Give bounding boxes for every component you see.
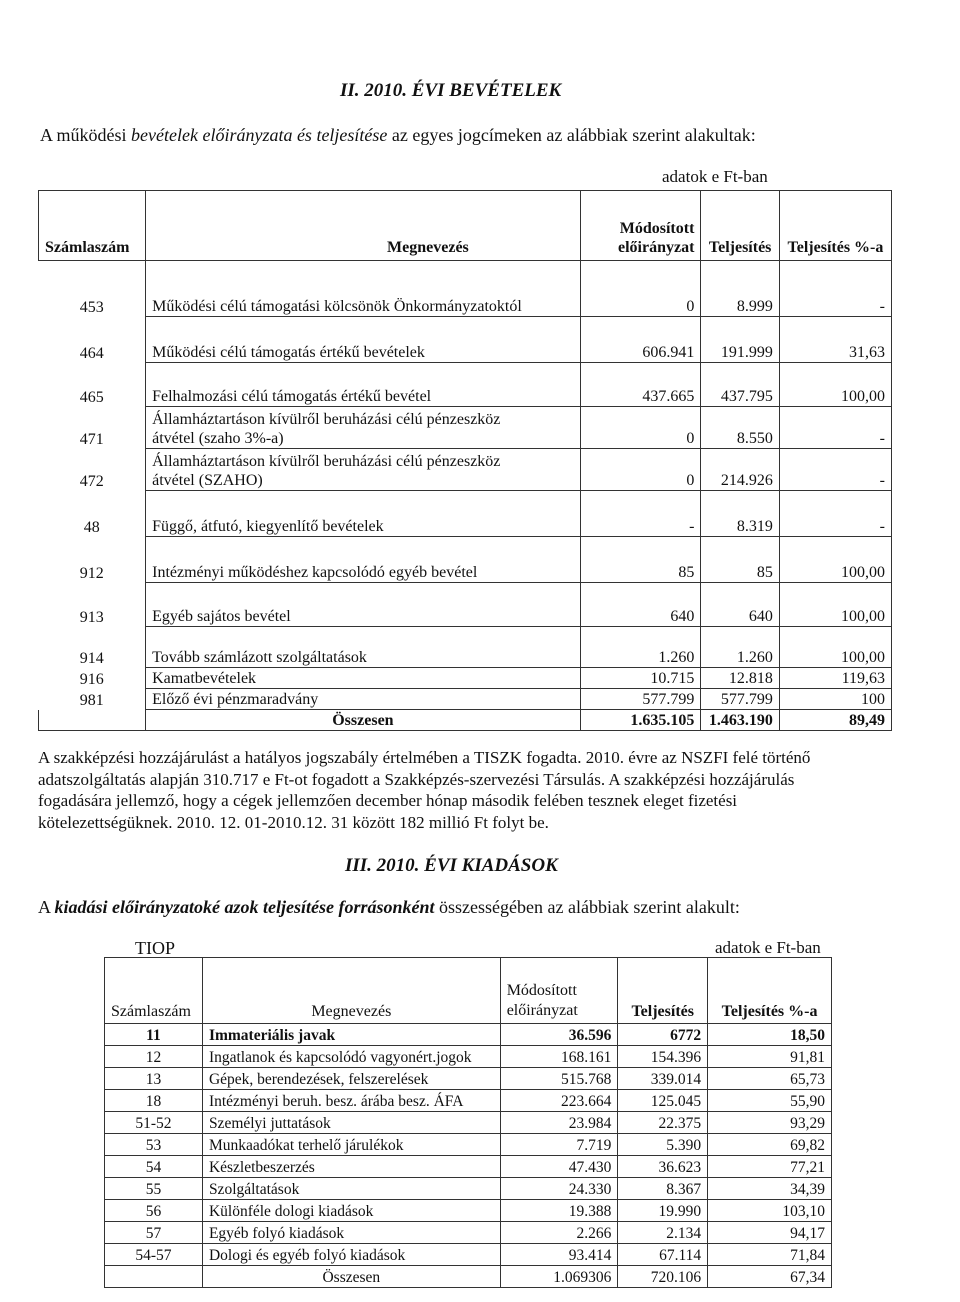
table-row <box>39 627 892 668</box>
row-name: Munkaadókat terhelő járulékok <box>202 1134 500 1156</box>
row-plan: 515.768 <box>500 1068 618 1090</box>
header-name-label: Megnevezés <box>387 239 469 256</box>
row-actual: 191.999 <box>701 317 780 363</box>
row-plan: 223.664 <box>500 1090 618 1112</box>
szakkepzes-paragraph <box>38 747 810 833</box>
intro-text-plain: az egyes jogcímeken az alábbiak szerint alakultak: <box>387 125 756 145</box>
row-name: Immateriális javak <box>202 1024 500 1046</box>
section-3-title: III. 2010. ÉVI KIADÁSOK <box>345 855 558 876</box>
row-plan: 437.665 <box>580 363 701 407</box>
row-code: 914 <box>39 627 146 668</box>
row-plan: 168.161 <box>500 1046 618 1068</box>
row-plan: 7.719 <box>500 1134 618 1156</box>
table-row <box>39 449 892 491</box>
total-actual: 1.463.190 <box>701 710 780 731</box>
row-plan: 93.414 <box>500 1244 618 1266</box>
header-name <box>146 191 581 261</box>
table-header-row <box>39 191 892 261</box>
header-actual: Teljesítés <box>701 191 780 261</box>
row-percent: 100,00 <box>779 627 891 668</box>
row-percent: 119,63 <box>779 668 891 689</box>
row-actual: 67.114 <box>618 1244 708 1266</box>
row-percent: 18,50 <box>708 1024 832 1046</box>
row-name: Ingatlanok és kapcsolódó vagyonért.jogok <box>202 1046 500 1068</box>
intro-text-plain: összességében az alábbiak szerint alakult: <box>434 897 740 917</box>
units-note: adatok e Ft-ban <box>715 938 821 957</box>
row-code: 464 <box>39 317 146 363</box>
row-name: Egyéb sajátos bevétel <box>146 583 581 627</box>
table-row <box>105 1068 832 1090</box>
header-plan: Módosított előirányzat <box>580 191 701 261</box>
row-actual: 640 <box>701 583 780 627</box>
row-actual: 36.623 <box>618 1156 708 1178</box>
row-actual: 8.550 <box>701 407 780 449</box>
row-plan: - <box>580 491 701 537</box>
row-actual: 5.390 <box>618 1134 708 1156</box>
paragraph-line: adatszolgáltatás alapján 310.717 e Ft-ot fogadott a Szakképzés-szervezési Társulás. A szakképzési hozzájárulás <box>38 769 795 789</box>
row-plan: 0 <box>580 449 701 491</box>
table-row <box>105 1222 832 1244</box>
row-percent: 93,29 <box>708 1112 832 1134</box>
row-name: Szolgáltatások <box>202 1178 500 1200</box>
row-actual: 577.799 <box>701 689 780 710</box>
row-name: Függő, átfutó, kiegyenlítő bevételek <box>146 491 581 537</box>
total-code <box>39 710 146 731</box>
row-percent: - <box>779 449 891 491</box>
total-plan: 1.069306 <box>500 1266 618 1288</box>
row-percent: 94,17 <box>708 1222 832 1244</box>
paragraph-line: A szakképzési hozzájárulást a hatályos jogszabály értelmében a TISZK fogadta. 2010. évre az NSZFI felé történő <box>38 748 811 767</box>
header-account: Számlaszám <box>39 191 146 261</box>
row-code: 471 <box>39 407 146 449</box>
row-name: Gépek, berendezések, felszerelések <box>202 1068 500 1090</box>
row-name: Intézményi működéshez kapcsolódó egyéb bevétel <box>146 537 581 583</box>
row-code: 916 <box>39 668 146 689</box>
table-row <box>105 1024 832 1046</box>
intro-text-plain: A működési <box>40 125 132 145</box>
total-code <box>105 1266 203 1288</box>
table-header-row <box>105 958 832 1024</box>
row-plan: 47.430 <box>500 1156 618 1178</box>
row-actual: 154.396 <box>618 1046 708 1068</box>
row-percent: 91,81 <box>708 1046 832 1068</box>
row-actual: 8.367 <box>618 1178 708 1200</box>
row-percent: 69,82 <box>708 1134 832 1156</box>
row-code: 912 <box>39 537 146 583</box>
row-name: Működési célú támogatás értékű bevételek <box>146 317 581 363</box>
table-row <box>105 1046 832 1068</box>
table-row <box>105 1200 832 1222</box>
row-percent: 34,39 <box>708 1178 832 1200</box>
row-actual: 22.375 <box>618 1112 708 1134</box>
row-name: Készletbeszerzés <box>202 1156 500 1178</box>
section-2-title: II. 2010. ÉVI BEVÉTELEK <box>340 80 562 101</box>
row-plan: 2.266 <box>500 1222 618 1244</box>
row-actual: 1.260 <box>701 627 780 668</box>
row-code: 55 <box>105 1178 203 1200</box>
row-percent: 31,63 <box>779 317 891 363</box>
total-label: Összesen <box>146 710 581 731</box>
intro-text-plain: A <box>38 897 55 917</box>
row-actual: 85 <box>701 537 780 583</box>
row-name-line1: Államháztartáson kívülről beruházási célú pénzeszköz <box>152 411 501 428</box>
row-code: 18 <box>105 1090 203 1112</box>
row-percent: 71,84 <box>708 1244 832 1266</box>
row-code: 51-52 <box>105 1112 203 1134</box>
row-plan: 0 <box>580 261 701 317</box>
row-name: Előző évi pénzmaradvány <box>146 689 581 710</box>
row-code: 465 <box>39 363 146 407</box>
table-row <box>39 537 892 583</box>
total-row <box>39 710 892 731</box>
row-actual: 339.014 <box>618 1068 708 1090</box>
row-percent: - <box>779 261 891 317</box>
row-percent: - <box>779 491 891 537</box>
row-percent: 77,21 <box>708 1156 832 1178</box>
intro-text-bold-italic: kiadási előirányzatoké azok teljesítése forrásonként <box>54 897 435 917</box>
row-code: 53 <box>105 1134 203 1156</box>
total-percent: 89,49 <box>779 710 891 731</box>
table-row <box>39 668 892 689</box>
row-plan: 36.596 <box>500 1024 618 1046</box>
table-row <box>39 491 892 537</box>
table-row <box>105 1178 832 1200</box>
table-row <box>105 1112 832 1134</box>
total-label: Összesen <box>202 1266 500 1288</box>
header-plan: Módosított előirányzat <box>500 958 618 1024</box>
total-percent: 67,34 <box>708 1266 832 1288</box>
row-name: Különféle dologi kiadások <box>202 1200 500 1222</box>
table-row <box>105 1244 832 1266</box>
table-row <box>105 1090 832 1112</box>
table-row <box>39 317 892 363</box>
header-percent: Teljesítés %-a <box>779 191 891 261</box>
row-name: Egyéb folyó kiadások <box>202 1222 500 1244</box>
paragraph-line: kötelezettségüknek. 2010. 12. 01-2010.12. 31 között 182 millió Ft folyt be. <box>38 812 549 832</box>
row-actual: 8.999 <box>701 261 780 317</box>
row-plan: 19.388 <box>500 1200 618 1222</box>
expense-table <box>104 957 832 1288</box>
total-row <box>105 1266 832 1288</box>
row-actual: 2.134 <box>618 1222 708 1244</box>
table-row <box>105 1156 832 1178</box>
row-plan: 606.941 <box>580 317 701 363</box>
row-name <box>146 407 581 449</box>
row-actual: 19.990 <box>618 1200 708 1222</box>
row-code: 472 <box>39 449 146 491</box>
section-3-intro <box>38 897 740 918</box>
row-code: 48 <box>39 491 146 537</box>
row-plan: 24.330 <box>500 1178 618 1200</box>
row-name <box>146 449 581 491</box>
table-row <box>39 407 892 449</box>
row-code: 56 <box>105 1200 203 1222</box>
row-name-line2: átvétel (szaho 3%-a) <box>152 430 284 447</box>
total-actual: 720.106 <box>618 1266 708 1288</box>
total-plan: 1.635.105 <box>580 710 701 731</box>
row-percent: - <box>779 407 891 449</box>
row-actual: 125.045 <box>618 1090 708 1112</box>
header-name: Megnevezés <box>202 958 500 1024</box>
row-actual: 6772 <box>618 1024 708 1046</box>
row-name: Személyi juttatások <box>202 1112 500 1134</box>
row-name: Kamatbevételek <box>146 668 581 689</box>
row-code: 913 <box>39 583 146 627</box>
paragraph-line: fogadására jellemző, hogy a cégek jellemzően december hónap második felében tesznek eleget fizetési <box>38 791 738 810</box>
row-code: 13 <box>105 1068 203 1090</box>
row-plan: 10.715 <box>580 668 701 689</box>
revenue-table <box>38 190 892 731</box>
row-percent: 55,90 <box>708 1090 832 1112</box>
table-row <box>39 363 892 407</box>
row-code: 453 <box>39 261 146 317</box>
table-row <box>39 583 892 627</box>
row-actual: 8.319 <box>701 491 780 537</box>
row-name: Intézményi beruh. besz. árába besz. ÁFA <box>202 1090 500 1112</box>
row-code: 57 <box>105 1222 203 1244</box>
row-percent: 100,00 <box>779 363 891 407</box>
row-percent: 103,10 <box>708 1200 832 1222</box>
row-plan: 0 <box>580 407 701 449</box>
row-code: 981 <box>39 689 146 710</box>
row-percent: 100,00 <box>779 583 891 627</box>
tiop-label: TIOP <box>135 938 175 958</box>
row-name-line1: Államháztartáson kívülről beruházási célú pénzeszköz <box>152 453 501 470</box>
row-plan: 577.799 <box>580 689 701 710</box>
row-name: Felhalmozási célú támogatás értékű bevétel <box>146 363 581 407</box>
units-note: adatok e Ft-ban <box>662 167 768 186</box>
row-code: 11 <box>105 1024 203 1046</box>
table-row <box>39 261 892 317</box>
row-actual: 214.926 <box>701 449 780 491</box>
row-name: Működési célú támogatási kölcsönök Önkormányzatoktól <box>146 261 581 317</box>
header-account: Számlaszám <box>105 958 203 1024</box>
row-code: 54-57 <box>105 1244 203 1266</box>
row-name: Tovább számlázott szolgáltatások <box>146 627 581 668</box>
row-name: Dologi és egyéb folyó kiadások <box>202 1244 500 1266</box>
section-2-intro <box>40 125 756 146</box>
row-percent: 65,73 <box>708 1068 832 1090</box>
header-percent: Teljesítés %-a <box>708 958 832 1024</box>
row-actual: 12.818 <box>701 668 780 689</box>
table-row <box>105 1134 832 1156</box>
row-plan: 85 <box>580 537 701 583</box>
row-name-line2: átvétel (SZAHO) <box>152 472 263 489</box>
header-actual: Teljesítés <box>618 958 708 1024</box>
row-code: 12 <box>105 1046 203 1068</box>
row-actual: 437.795 <box>701 363 780 407</box>
table-row <box>39 689 892 710</box>
row-percent: 100 <box>779 689 891 710</box>
intro-text-italic: bevételek előirányzata és teljesítése <box>131 125 388 145</box>
row-plan: 640 <box>580 583 701 627</box>
row-plan: 23.984 <box>500 1112 618 1134</box>
row-plan: 1.260 <box>580 627 701 668</box>
row-percent: 100,00 <box>779 537 891 583</box>
row-code: 54 <box>105 1156 203 1178</box>
